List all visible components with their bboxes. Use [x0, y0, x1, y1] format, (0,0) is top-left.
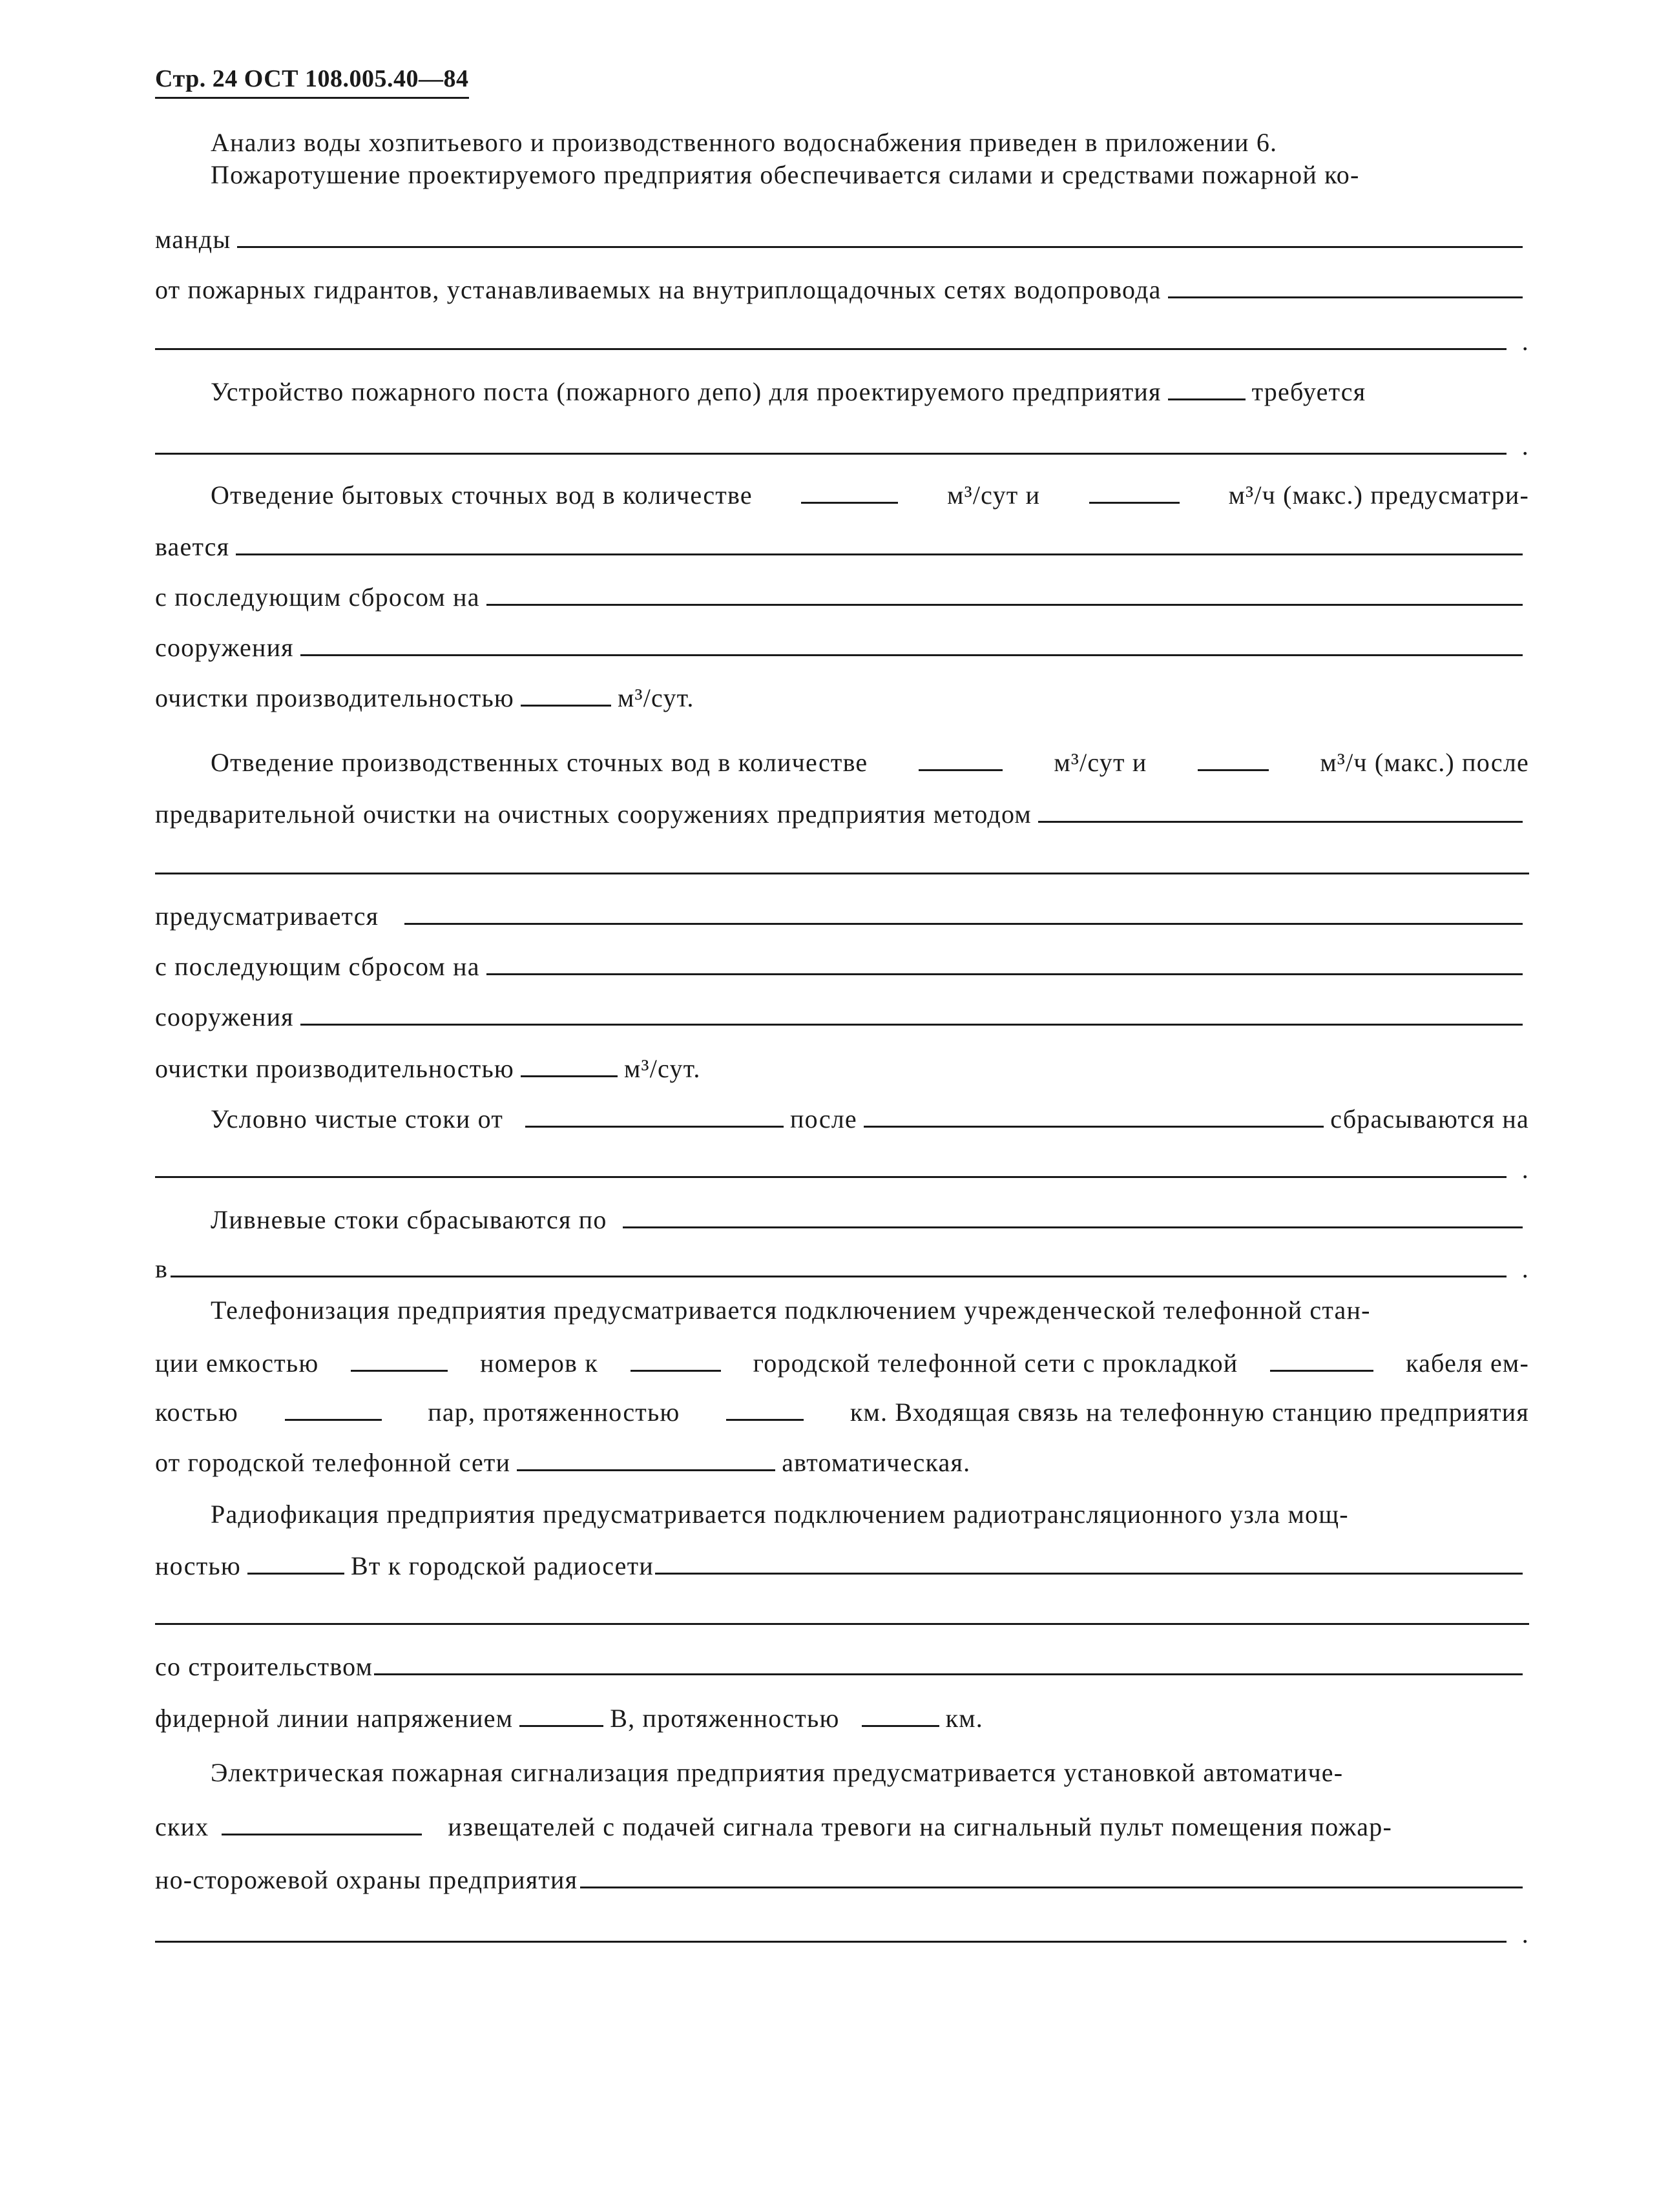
- text: Вт к городской радиосети: [350, 1551, 654, 1580]
- text: сбрасываются на: [1330, 1104, 1529, 1133]
- blank-field[interactable]: [580, 1886, 1523, 1888]
- text: сооружения: [155, 1002, 294, 1031]
- text: Пожаротушение проектируемого предприятия обеспечивается силами и средствами пожарной ко-: [211, 160, 1360, 189]
- text-line: [155, 1864, 1529, 1895]
- text: требуется: [1251, 377, 1366, 406]
- blank-field[interactable]: [300, 654, 1523, 656]
- text-line: [155, 1153, 1529, 1184]
- blank-field[interactable]: [155, 1176, 1507, 1178]
- text: м³/ч (макс.) предусматри-: [1228, 481, 1529, 510]
- text-line: [155, 1757, 1529, 1788]
- text: м³/сут и: [947, 481, 1041, 510]
- text: в: [155, 1254, 169, 1283]
- text: Отведение производственных сточных вод в количестве: [211, 748, 868, 777]
- text-line: [155, 1498, 1529, 1529]
- blank-field[interactable]: [517, 1469, 775, 1471]
- page-header: Стр. 24 ОСТ 108.005.40—84: [155, 65, 469, 99]
- text: сооружения: [155, 633, 294, 662]
- text: фидерной линии напряжением: [155, 1704, 514, 1733]
- blank-field[interactable]: [247, 1573, 344, 1575]
- blank-field[interactable]: [631, 1370, 721, 1372]
- blank-field[interactable]: [285, 1419, 382, 1421]
- text: м³/сут.: [618, 683, 694, 712]
- text: от пожарных гидрантов, устанавливаемых на внутриплощадочных сетях водопровода: [155, 275, 1162, 304]
- text: кабеля ем-: [1406, 1349, 1529, 1378]
- text-line: [155, 1918, 1529, 1949]
- text: Условно чистые стоки от: [211, 1104, 504, 1133]
- blank-field[interactable]: [404, 923, 1523, 925]
- blank-field[interactable]: [171, 1276, 1507, 1277]
- text: пар, протяженностью: [428, 1398, 680, 1427]
- blank-field[interactable]: [862, 1725, 939, 1727]
- text-line: [155, 326, 1529, 357]
- blank-field[interactable]: [1168, 398, 1246, 400]
- text-line: [155, 747, 1529, 778]
- text: городской телефонной сети с прокладкой: [753, 1349, 1238, 1378]
- text: Анализ воды хозпитьевого и производственного водоснабжения приведен в приложении 6.: [211, 128, 1278, 157]
- text-line: [155, 581, 1529, 612]
- text: ции емкостью: [155, 1349, 319, 1378]
- text: очистки производительностью: [155, 1054, 514, 1083]
- text: костью: [155, 1398, 238, 1427]
- text-line: [155, 1294, 1529, 1325]
- text-line: [155, 682, 1529, 713]
- text-line: [155, 479, 1529, 510]
- text: Ливневые стоки сбрасываются по: [211, 1205, 607, 1234]
- blank-field[interactable]: [486, 973, 1523, 975]
- blank-field[interactable]: [521, 1075, 618, 1077]
- text: со строительством: [155, 1652, 373, 1681]
- blank-field[interactable]: [351, 1370, 448, 1372]
- text-line: [155, 1347, 1529, 1378]
- text: очистки производительностью: [155, 683, 514, 712]
- blank-field[interactable]: [486, 604, 1523, 606]
- blank-field[interactable]: [374, 1673, 1523, 1675]
- text-line: [155, 274, 1529, 305]
- text-line: [155, 951, 1529, 982]
- text: ских: [155, 1812, 209, 1841]
- blank-field[interactable]: [1198, 769, 1269, 771]
- text-line: [155, 1447, 1529, 1478]
- text-line: [155, 159, 1529, 190]
- blank-field[interactable]: [155, 348, 1507, 350]
- text-line: [155, 1253, 1529, 1284]
- text: с последующим сбросом на: [155, 952, 480, 981]
- text-line: [155, 850, 1529, 881]
- text-line: [155, 223, 1529, 254]
- blank-field[interactable]: [726, 1419, 804, 1421]
- blank-field[interactable]: [623, 1226, 1523, 1228]
- text: вается: [155, 532, 230, 561]
- text-line: [155, 632, 1529, 663]
- text-line: [155, 531, 1529, 562]
- text: км.: [945, 1704, 983, 1733]
- text-line: [155, 798, 1529, 829]
- blank-field[interactable]: [1038, 821, 1523, 823]
- text: предусматривается: [155, 902, 379, 931]
- text-line: [155, 127, 1529, 158]
- text-line: [155, 900, 1529, 931]
- period: .: [1521, 431, 1529, 460]
- text: В, протяженностью: [610, 1704, 840, 1733]
- text-line: [155, 430, 1529, 461]
- blank-field[interactable]: [525, 1126, 784, 1128]
- text-line: [155, 1001, 1529, 1032]
- text-line: [155, 376, 1529, 407]
- blank-field[interactable]: [300, 1024, 1523, 1026]
- blank-field[interactable]: [1270, 1370, 1373, 1372]
- blank-field[interactable]: [155, 453, 1507, 455]
- text: от городской телефонной сети: [155, 1448, 511, 1477]
- blank-field[interactable]: [1168, 296, 1523, 298]
- period: .: [1521, 327, 1529, 356]
- text: Отведение бытовых сточных вод в количестве: [211, 481, 753, 510]
- text: Радиофикация предприятия предусматривается подключением радиотрансляционного узла мощ-: [211, 1500, 1349, 1529]
- text: но-сторожевой охраны предприятия: [155, 1865, 578, 1894]
- text: Электрическая пожарная сигнализация предприятия предусматривается установкой автоматиче-: [211, 1758, 1344, 1787]
- text: км. Входящая связь на телефонную станцию предприятия: [850, 1398, 1529, 1427]
- blank-field[interactable]: [237, 246, 1523, 248]
- text: Телефонизация предприятия предусматривается подключением учрежденческой телефонной стан-: [211, 1296, 1371, 1325]
- blank-field[interactable]: [222, 1834, 422, 1835]
- blank-field[interactable]: [155, 1623, 1529, 1625]
- text-line: [155, 1204, 1529, 1235]
- period: .: [1521, 1155, 1529, 1184]
- blank-field[interactable]: [519, 1725, 603, 1727]
- text: Устройство пожарного поста (пожарного депо) для проектируемого предприятия: [211, 377, 1162, 406]
- text: м³/сут.: [624, 1054, 701, 1083]
- blank-field[interactable]: [655, 1573, 1523, 1575]
- text: манды: [155, 225, 231, 254]
- text: м³/ч (макс.) после: [1320, 748, 1529, 777]
- text: предварительной очистки на очистных сооружениях предприятия методом: [155, 800, 1032, 829]
- blank-field[interactable]: [155, 1941, 1507, 1943]
- text-line: [155, 1600, 1529, 1631]
- blank-field[interactable]: [864, 1126, 1324, 1128]
- blank-field[interactable]: [1089, 502, 1180, 504]
- text-line: [155, 1103, 1529, 1134]
- text: с последующим сбросом на: [155, 583, 480, 612]
- text-line: [155, 1550, 1529, 1581]
- text-line: [155, 1396, 1529, 1427]
- blank-field[interactable]: [236, 553, 1523, 555]
- period: .: [1521, 1254, 1529, 1283]
- text-line: [155, 1053, 1529, 1084]
- text: извещателей с подачей сигнала тревоги на сигнальный пульт помещения пожар-: [448, 1812, 1392, 1841]
- text-line: [155, 1651, 1529, 1682]
- blank-field[interactable]: [521, 705, 611, 707]
- text: автоматическая.: [782, 1448, 971, 1477]
- blank-field[interactable]: [801, 502, 898, 504]
- text: м³/сут и: [1054, 748, 1147, 777]
- period: .: [1521, 1919, 1529, 1948]
- text-line: [155, 1702, 1529, 1733]
- text-line: [155, 1811, 1529, 1842]
- blank-field[interactable]: [919, 769, 1003, 771]
- text: номеров к: [480, 1349, 598, 1378]
- blank-field[interactable]: [155, 873, 1529, 874]
- text: ностью: [155, 1551, 241, 1580]
- text: после: [790, 1104, 857, 1133]
